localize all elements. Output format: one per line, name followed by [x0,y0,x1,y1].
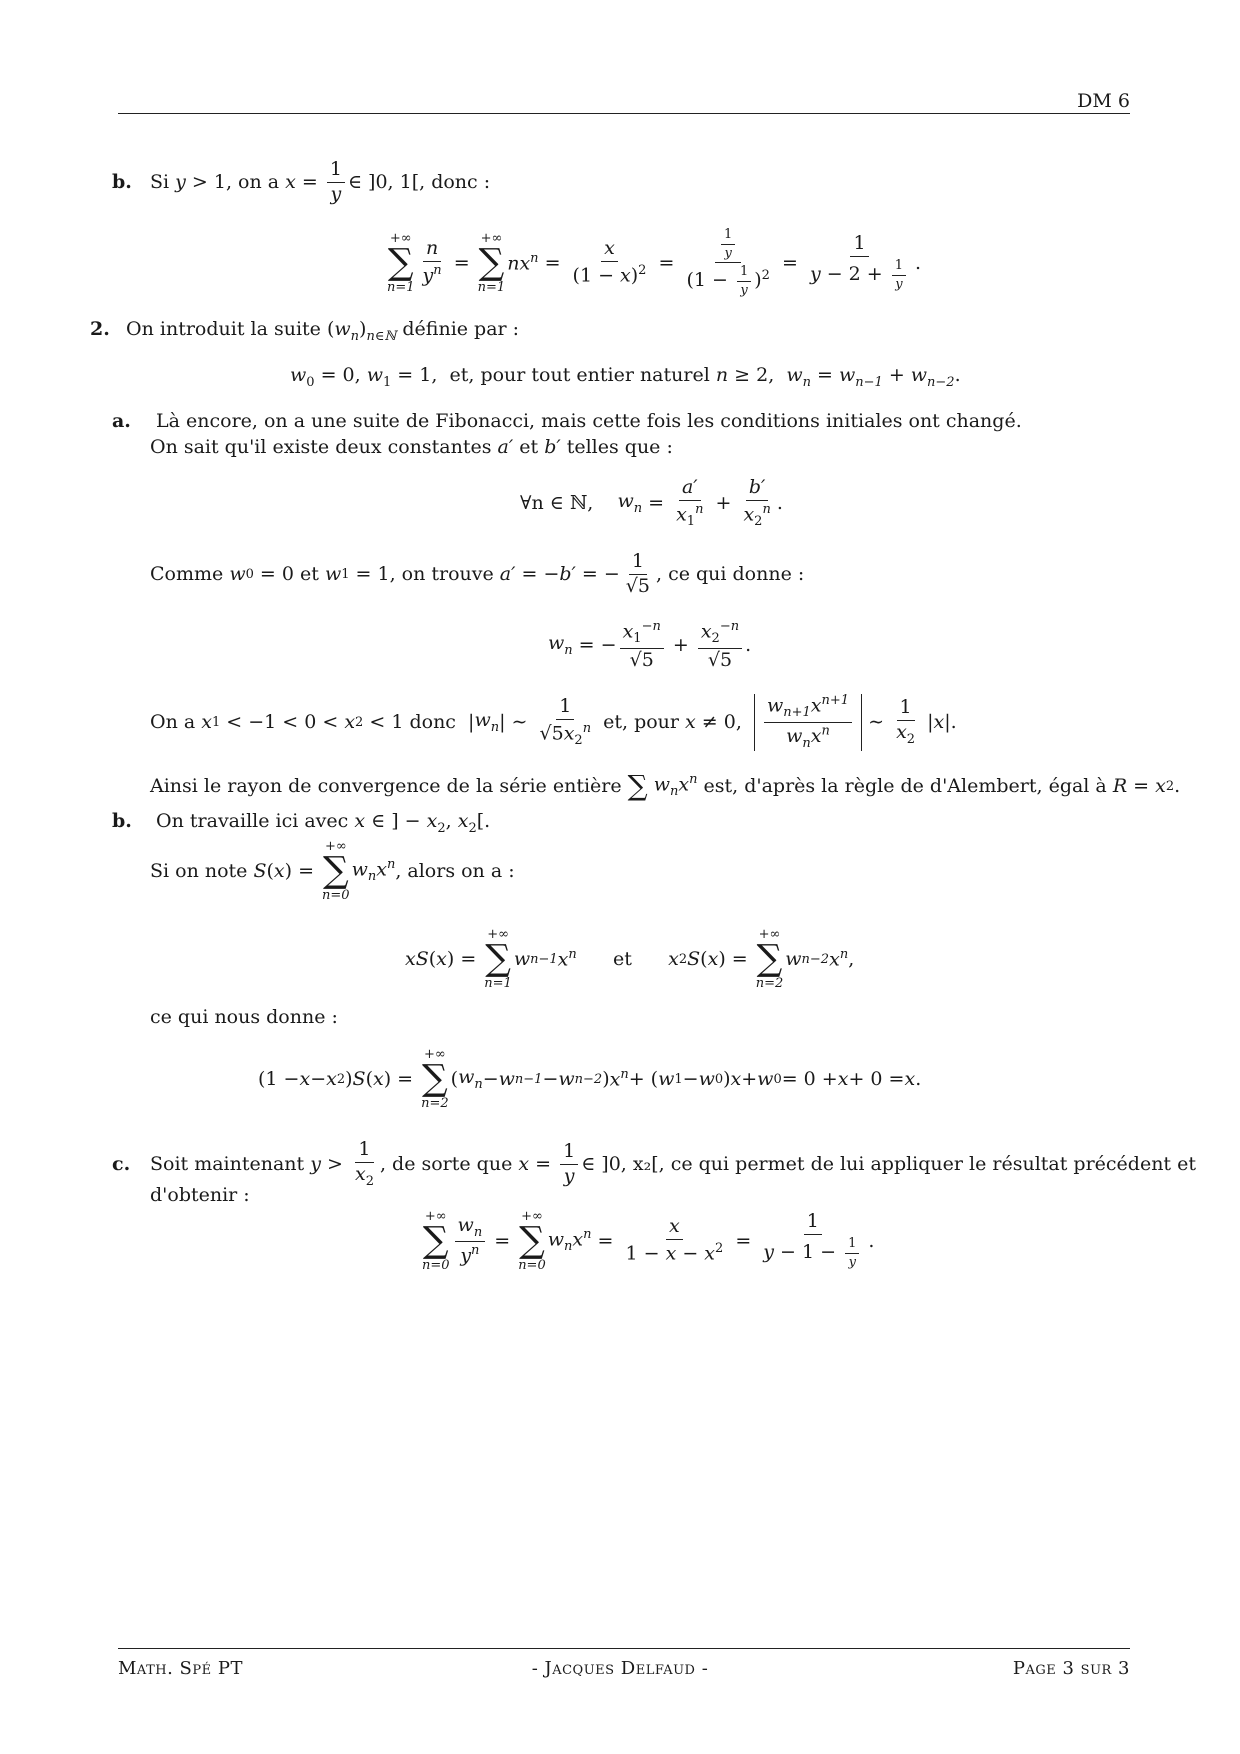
q2a-line1 [112,410,1022,432]
q2b-formula2: (1 − x − x 2 ) S ( x ) = +∞ ∑ n=2 ( $w_n$ − w n−1 − w n−2 ) $x^n$ + ( w 1 − w 0 ) x + w 0 = 0 + x + 0 = x . [258,1047,922,1111]
q2a-formula1: ∀n ∈ ℕ, $w_n$ = $\frac{a'}{x_1^n}$ + $\frac{b'}{x_2^n}$ . [520,476,783,530]
footer-center: - Jacques Delfaud - [531,1658,709,1679]
q2c-line1c: ∈ ]0, x₂[, ce qui permet de lui appliquer le résultat précédent et [581,1153,1196,1176]
q2b-line2: Si on note S ( x ) = +∞ ∑ n=0 $w_nx^n$ , alors on a : [150,839,515,903]
q2b-line1: b. On travaille ici avec x ∈ ] − $x_2$, $x_2$[. [112,810,491,836]
footer-rule [118,1648,1130,1649]
q2a-label: a. [112,410,131,432]
q2b-line2a: Si on note [150,860,248,882]
q2-definition: $w_0 = 0$, $w_1 = 1$, et, pour tout entier naturel n ≥ 2, $w_n = w_{n-1} + w_{n-2}$. [290,364,961,390]
q2-intro-end: définie par : [402,318,520,340]
q1b-text-a: Si [150,171,170,194]
q2a-line2: On sait qu'il existe deux constantes a′ et b′ telles que : [150,436,673,458]
q1b-text-c: ∈ ]0, 1[, donc : [347,171,491,194]
q2a-comme-d: , ce qui donne : [655,563,805,586]
q2b-line1a: On travaille ici avec [156,810,349,832]
q2-def-text: et, pour tout entier naturel [449,364,710,386]
q2b-line2b: , alors on a : [395,860,515,882]
q2c-line1b: , de sorte que [379,1153,513,1176]
footer-left: Math. Spé PT [118,1658,243,1679]
q1b-formula: +∞ ∑ n=1 $\frac{n}{y^n}$ = +∞ ∑ n=1 $nx^n$ = $\frac{x}{(1 - x)^2}$ = $\frac{1}{y}$ (1 − $\frac{1}{y}$ )$^2$ = 1 y − 2 + $\frac{1}{y}$ . [387,227,922,298]
q2a-ainsi: Ainsi le rayon de convergence de la série entière ∑ $w_nx^n$ est, d'après la règle de d'Alembert, égal à R = x 2 . [150,769,1181,802]
q2b-ce-qui: ce qui nous donne : [150,1006,338,1028]
q2-def-ge: ≥ 2, [734,364,775,386]
q2b-formula1: xS ( x ) = +∞ ∑ n=1 w n−1 $x^n$ et x 2 S ( x ) = +∞ ∑ n=2 w n−2 $x^n$ , [405,927,855,991]
footer-right: Page 3 sur 3 [1012,1658,1130,1679]
q2a-ona: On a x 1 < −1 < 0 < x 2 < 1 donc | $w_n$ | ∼ $\frac{1}{√5x_2^n}$ et, pour x ≠ 0, $\frac{w_{n+1}x^{n+1}}{w_nx^n}$ ∼ $\frac{1}{x_2}$ | x |. [150,693,957,751]
q2c-line2: d'obtenir : [150,1184,250,1206]
q2c-label: c. [112,1153,131,1176]
q1b-text-b: > 1, on a [185,171,286,194]
header-right: DM 6 [1077,90,1130,112]
q2a-comme-a: Comme [150,563,224,586]
q2a-ona-b: donc [409,711,456,734]
q2-intro-text: On introduit la suite [126,318,321,340]
q2b-et: et [613,948,632,970]
q2a-forall: ∀n ∈ ℕ, [520,492,594,515]
q2a-comme-c: , on trouve [389,563,494,586]
q2a-comme-b: et [300,563,319,586]
q2c-formula: +∞ ∑ n=0 $\frac{w_n}{y^n}$ = +∞ ∑ n=0 $w_nx^n$ = $\frac{x}{1 - x - x^2}$ = 1 y − 1 − $\frac{1}{y}$ . [422,1209,875,1273]
q2a-line2a: On sait qu'il existe deux constantes [150,436,492,458]
q2c-line1: c. Soit maintenant y > $\frac{1}{x_2}$ , de sorte que x = $\frac{1}{y}$ ∈ ]0, x₂[, ce qui permet de lui appliquer le résultat précédent et [112,1138,1196,1189]
header-rule [118,113,1130,114]
q2a-ainsi-a: Ainsi le rayon de convergence de la série entière [150,775,622,797]
q1b-line: b. Si y > 1, on a x = $\frac{1}{y}$ ∈ ]0, 1[, donc : [112,158,491,205]
q2-label: 2. [90,318,110,340]
q1b-label: b. [112,171,132,194]
q2a-ona-a: On a [150,711,196,734]
q2a-line2b: et [519,436,539,458]
q2a-formula2: $w_n$ = − $\frac{x_1^{-n}}{√5}$ + $\frac{x_2^{-n}}{√5}$ . [548,619,752,671]
q2c-line1a: Soit maintenant [150,1153,305,1176]
q2a-line1-text: Là encore, on a une suite de Fibonacci, mais cette fois les conditions initiales ont changé. [156,410,1022,432]
q2a-ona-c: et, pour [603,711,679,734]
q2a-line2c: telles que : [566,436,673,458]
q2b-label: b. [112,810,132,832]
q2a-ainsi-b: est, d'après la règle de d'Alembert, égal à [703,775,1107,797]
q2a-comme: Comme w 0 = 0 et w 1 = 1 , on trouve a′ = − b′ = − $\frac{1}{√5}$ , ce qui donne : [150,550,805,597]
q2-intro: 2. On introduit la suite $(w_n)_{n\in ℕ}$ définie par : [90,318,520,344]
